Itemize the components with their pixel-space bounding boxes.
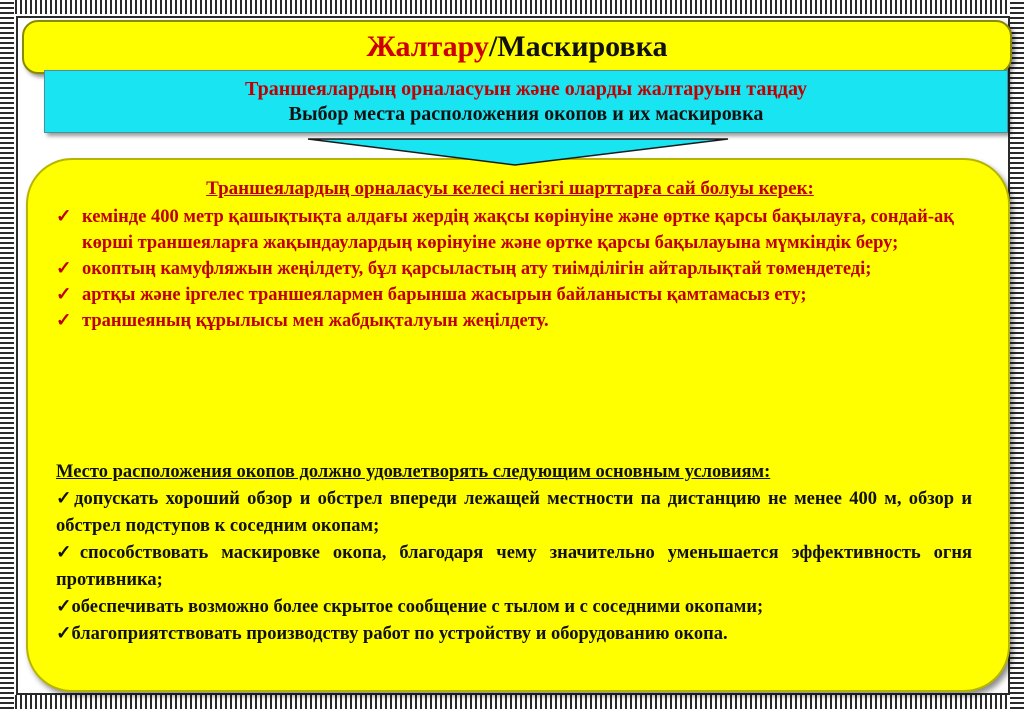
checkmark-icon: ✓	[56, 207, 72, 227]
ru-item-text: благоприятствовать производству работ по устройству и оборудованию окопа.	[71, 624, 728, 644]
kz-item-text: окоптың камуфляжын жеңілдету, бұл қарсыластың ату тиімділігін айтарлықтай төмендетеді;	[82, 259, 872, 279]
checkmark-icon: ✓	[56, 285, 72, 305]
title-kz: Жалтару	[366, 30, 489, 63]
ru-item-text: допускать хороший обзор и обстрел впереди лежащей местности па дистанцию не менее 400 м, обзор и обстрел подступов к соседним окопам;	[56, 489, 972, 536]
title-ru: /Маскировка	[488, 30, 668, 63]
kz-item-text: траншеяның құрылысы мен жабдықталуын жеңілдету.	[82, 311, 549, 331]
kz-item-text: артқы және іргелес траншеялармен барынша жасырын байланысты қамтамасыз ету;	[82, 285, 807, 305]
list-item	[56, 540, 972, 594]
list-item	[56, 204, 976, 256]
list-item	[56, 486, 972, 540]
checkmark-icon: ✓	[56, 624, 72, 644]
list-item	[56, 621, 972, 648]
kz-heading: Траншеялардың орналасуы келесі негізгі шарттарға сай болуы керек:	[206, 178, 814, 199]
ru-item-text: обеспечивать возможно более скрытое сообщение с тылом и с соседними окопами;	[71, 597, 764, 617]
checkmark-icon: ✓	[56, 543, 80, 563]
ru-item-text: способствовать маскировке окопа, благодаря чему значительно уменьшается эффективность огня противника;	[56, 543, 972, 590]
checkmark-icon: ✓	[56, 259, 72, 279]
ru-conditions-list	[56, 486, 972, 648]
kz-conditions-list	[56, 204, 976, 334]
list-item	[56, 594, 972, 621]
subtitle-ru: Выбор места расположения окопов и их маскировка	[288, 102, 764, 125]
checkmark-icon: ✓	[56, 311, 72, 331]
kz-item-text: кемінде 400 метр қашықтықта алдағы жердің жақсы көрінуіне және өртке қарсы бақылауға, сондай-ақ көрші траншеяларға жақындаулардың көрінуіне және өртке қарсы бақылауына мүмкіндік беру;	[82, 207, 954, 253]
checkmark-icon: ✓	[56, 597, 72, 617]
ru-heading: Место расположения окопов должно удовлетворять следующим основным условиям:	[56, 462, 771, 482]
list-item	[56, 282, 976, 308]
list-item	[56, 256, 976, 282]
subtitle-kz: Траншеялардың орналасуын және оларды жалтаруын таңдау	[245, 77, 807, 100]
list-item	[56, 308, 976, 334]
checkmark-icon: ✓	[56, 489, 75, 509]
